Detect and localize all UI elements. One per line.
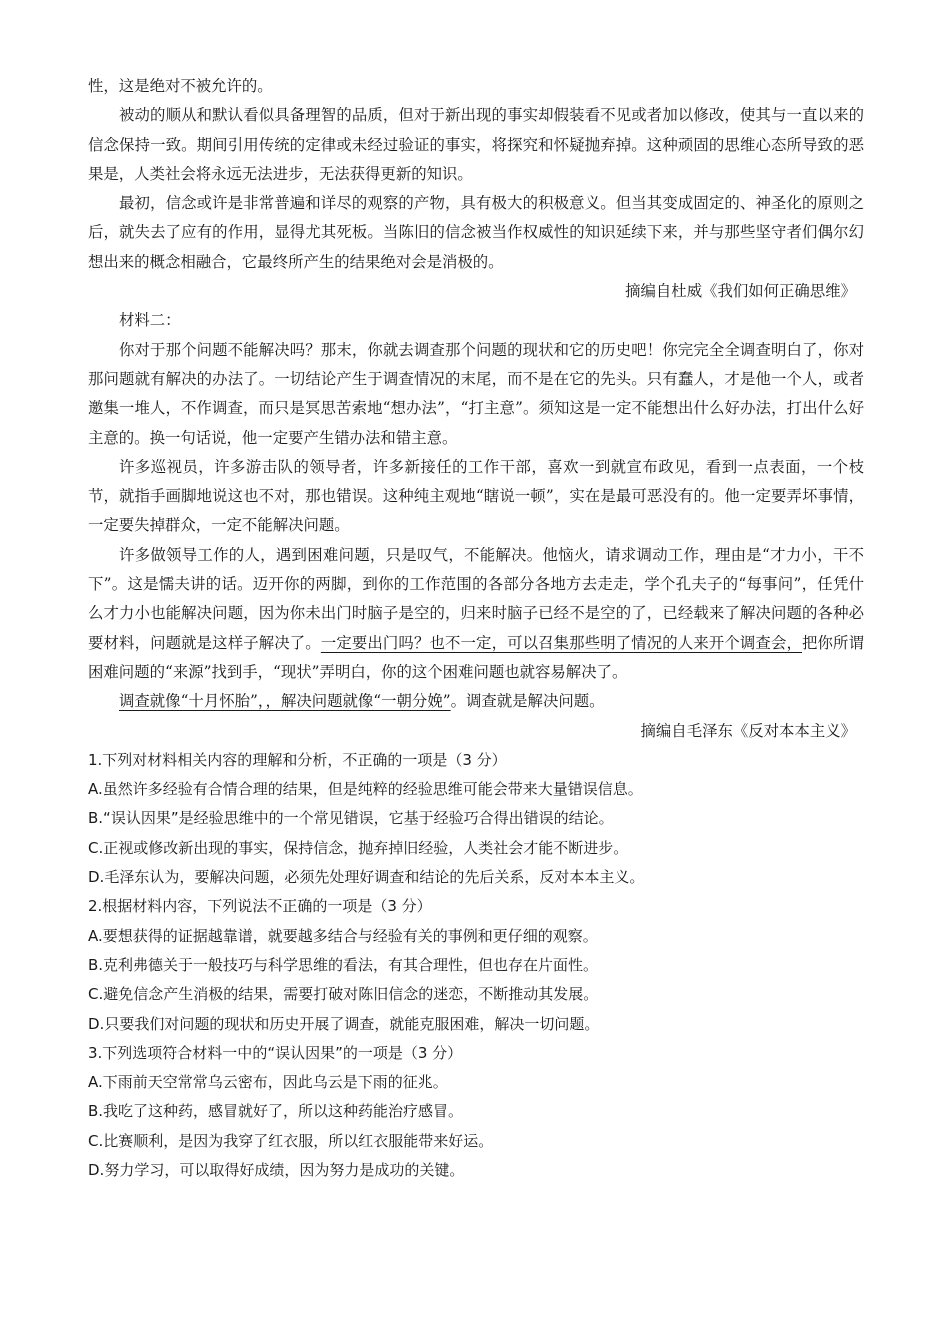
question-3-option-a: A.下雨前天空常常乌云密布，因此乌云是下雨的征兆。 <box>88 1073 448 1092</box>
material1-source: 摘编自杜威《我们如何正确思维》 <box>625 282 856 301</box>
material1-paragraph-1: 被动的顺从和默认看似具备理智的品质，但对于新出现的事实却假装看不见或者加以修改，使其与一直以来的信念保持一致。期间引用传统的定律或未经过验证的事实，将探究和怀疑抛弃掉。这种顽固的思维心态所导致的恶果是，人类社会将永远无法进步，无法获得更新的知识。 <box>88 106 864 183</box>
question-2-option-b: B.克利弗德关于一般技巧与科学思维的看法，有其合理性，但也存在片面性。 <box>88 955 599 974</box>
question-1-option-a: A.虽然许多经验有合情合理的结果，但是纯粹的经验思维可能会带来大量错误信息。 <box>88 780 643 799</box>
material2-paragraph-4 <box>88 687 864 716</box>
document-page <box>88 72 864 1185</box>
question-2-option-a: A.要想获得的证据越靠谱，就要越多结合与经验有关的事例和更仔细的观察。 <box>88 926 598 945</box>
question-3-option-d: D.努力学习，可以取得好成绩，因为努力是成功的关键。 <box>88 1160 465 1179</box>
material1-paragraph-2: 最初，信念或许是非常普遍和详尽的观察的产物，具有极大的积极意义。但当其变成固定的、神圣化的原则之后，就失去了应有的作用，显得尤其死板。当陈旧的信念被当作权威性的知识延续下来，并与那些坚守者们偶尔幻想出来的概念相融合，它最终所产生的结果绝对会是消极的。 <box>88 194 864 271</box>
question-1-option-d: D.毛泽东认为，要解决问题，必须先处理好调查和结论的先后关系，反对本本主义。 <box>88 868 645 887</box>
question-2-stem: 2.根据材料内容，下列说法不正确的一项是（3 分） <box>88 897 432 916</box>
question-3-stem: 3.下列选项符合材料一中的“误认因果”的一项是（3 分） <box>88 1043 463 1062</box>
material2-paragraph-3-tail: 把你所谓困难问题的“来源”找到手，“现状”弄明白，你的这个困难问题也就容易解决了。 <box>88 633 864 681</box>
question-1-stem: 1.下列对材料相关内容的理解和分析，不正确的一项是（3 分） <box>88 750 507 769</box>
question-1-option-b: B.“误认因果”是经验思维中的一个常见错误，它基于经验巧合得出错误的结论。 <box>88 809 614 828</box>
question-3-option-c: C.比赛顺利，是因为我穿了红衣服，所以红衣服能带来好运。 <box>88 1131 494 1150</box>
question-2 <box>88 892 864 1038</box>
material1-continuation: 性，这是绝对不被允许的。 <box>88 77 273 95</box>
question-2-option-c: C.避免信念产生消极的结果，需要打破对陈旧信念的迷恋，不断推动其发展。 <box>88 985 599 1004</box>
material2-source: 摘编自毛泽东《反对本本主义》 <box>640 721 856 740</box>
material2-paragraph-4-tail: 。调查就是解决问题。 <box>450 692 605 711</box>
material2-heading: 材料二： <box>119 311 181 330</box>
underlined-sentence: 一定要出门吗？也不一定，可以召集那些明了情况的人来开个调查会， <box>320 633 803 652</box>
underlined-metaphor: 调查就像“十月怀胎”，，解决问题就像“一朝分娩” <box>119 692 451 711</box>
question-1 <box>88 746 864 892</box>
material2-paragraph-3 <box>88 541 864 687</box>
material2-paragraph-3-text: 许多做领导工作的人，遇到困难问题，只是叹气，不能解决。他恼火，请求调动工作，理由是“才力小，干不下”。这是懦夫讲的话。迈开你的两脚，到你的工作范围的各部分各地方去走走，学个孔夫子的“每事问”，任凭什么才力小也能解决问题，因为你未出门时脑子是空的，归来时脑子已经不是空的了，已经载来了解决问题的各种必要材料，问题就是这样子解决了。 <box>88 545 864 652</box>
question-2-option-d: D.只要我们对问题的现状和历史开展了调查，就能克服困难，解决一切问题。 <box>88 1014 600 1033</box>
material2-paragraph-1: 你对于那个问题不能解决吗？那末，你就去调查那个问题的现状和它的历史吧！你完完全全调查明白了，你对那问题就有解决的办法了。一切结论产生于调查情况的末尾，而不是在它的先头。只有蠢人，才是他一个人，或者邀集一堆人，不作调查，而只是冥思苦索地“想办法”，“打主意”。须知这是一定不能想出什么好办法，打出什么好主意的。换一句话说，他一定要产生错办法和错主意。 <box>88 340 864 447</box>
question-3-option-b: B.我吃了这种药，感冒就好了，所以这种药能治疗感冒。 <box>88 1102 464 1121</box>
material2-paragraph-2: 许多巡视员，许多游击队的领导者，许多新接任的工作干部，喜欢一到就宣布政见，看到一点表面，一个枝节，就指手画脚地说这也不对，那也错误。这种纯主观地“瞎说一顿”，实在是最可恶没有的。他一定要弄坏事情，一定要失掉群众，一定不能解决问题。 <box>88 457 864 535</box>
question-3 <box>88 1039 864 1185</box>
question-1-option-c: C.正视或修改新出现的事实，保持信念，抛弃掉旧经验，人类社会才能不断进步。 <box>88 838 629 857</box>
